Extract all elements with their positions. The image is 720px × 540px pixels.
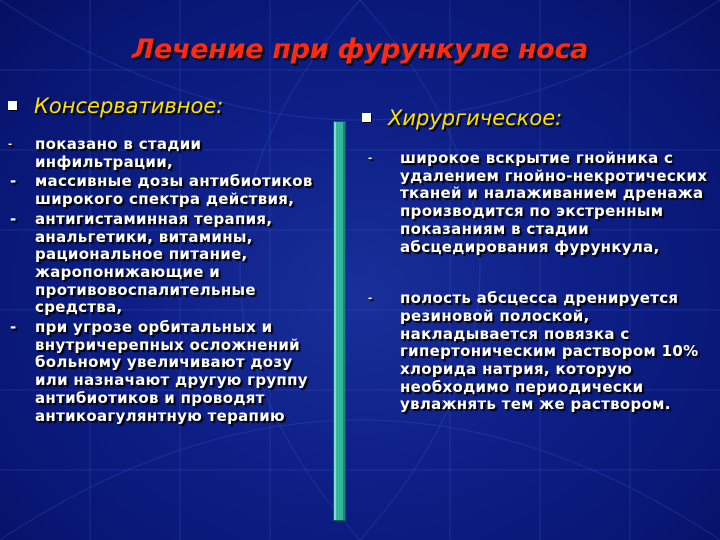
list-item [8,173,330,208]
conservative-heading [8,94,330,118]
list-item-text: при угрозе орбитальных и внутричерепных осложнений больному увеличивают дозу или назначают другую группу антибиотиков и проводят антикоагулянтную терапию [35,318,308,425]
conservative-column [8,94,330,425]
dash-marker: - [10,318,17,337]
list-item-text: широкое вскрытие гнойника с удалением гнойно-некротических тканей и налаживанием дренажа производится по экстренным показаниям в стадии абсцедирования фурункула, [400,149,708,256]
list-item-text: показано в стадии инфильтрации, [35,135,202,171]
list-item [8,211,330,317]
conservative-heading-label: Консервативное: [34,94,224,118]
surgical-heading [362,106,712,130]
dash-marker: - [10,172,17,191]
dash-marker: - [368,293,373,305]
list-item-text: полость абсцесса дренируется резиновой полоской, накладывается повязка с гипертоническим раствором 10% хлорида натрия, которую необходимо периодически увлажнять тем же раствором. [400,289,699,414]
square-bullet-icon [362,113,371,122]
list-item [362,150,712,256]
list-item [8,136,330,171]
list-item-text: массивные дозы антибиотиков широкого спектра действия, [35,172,313,209]
surgical-list [362,150,712,414]
square-bullet-icon [8,101,17,110]
list-item-text: антигистаминная терапия, анальгетики, витамины, рациональное питание, жаропонижающие и противовоспалительные средства, [35,209,273,317]
conservative-list [8,136,330,425]
list-item [362,290,712,414]
surgical-heading-label: Хирургическое: [388,106,563,130]
dash-marker: - [8,139,13,150]
dash-marker: - [10,209,17,228]
slide-title: Лечение при фурункуле носа [131,34,589,65]
list-item [8,319,330,425]
column-divider [333,121,346,521]
dash-marker: - [368,153,373,164]
surgical-column [362,106,712,448]
